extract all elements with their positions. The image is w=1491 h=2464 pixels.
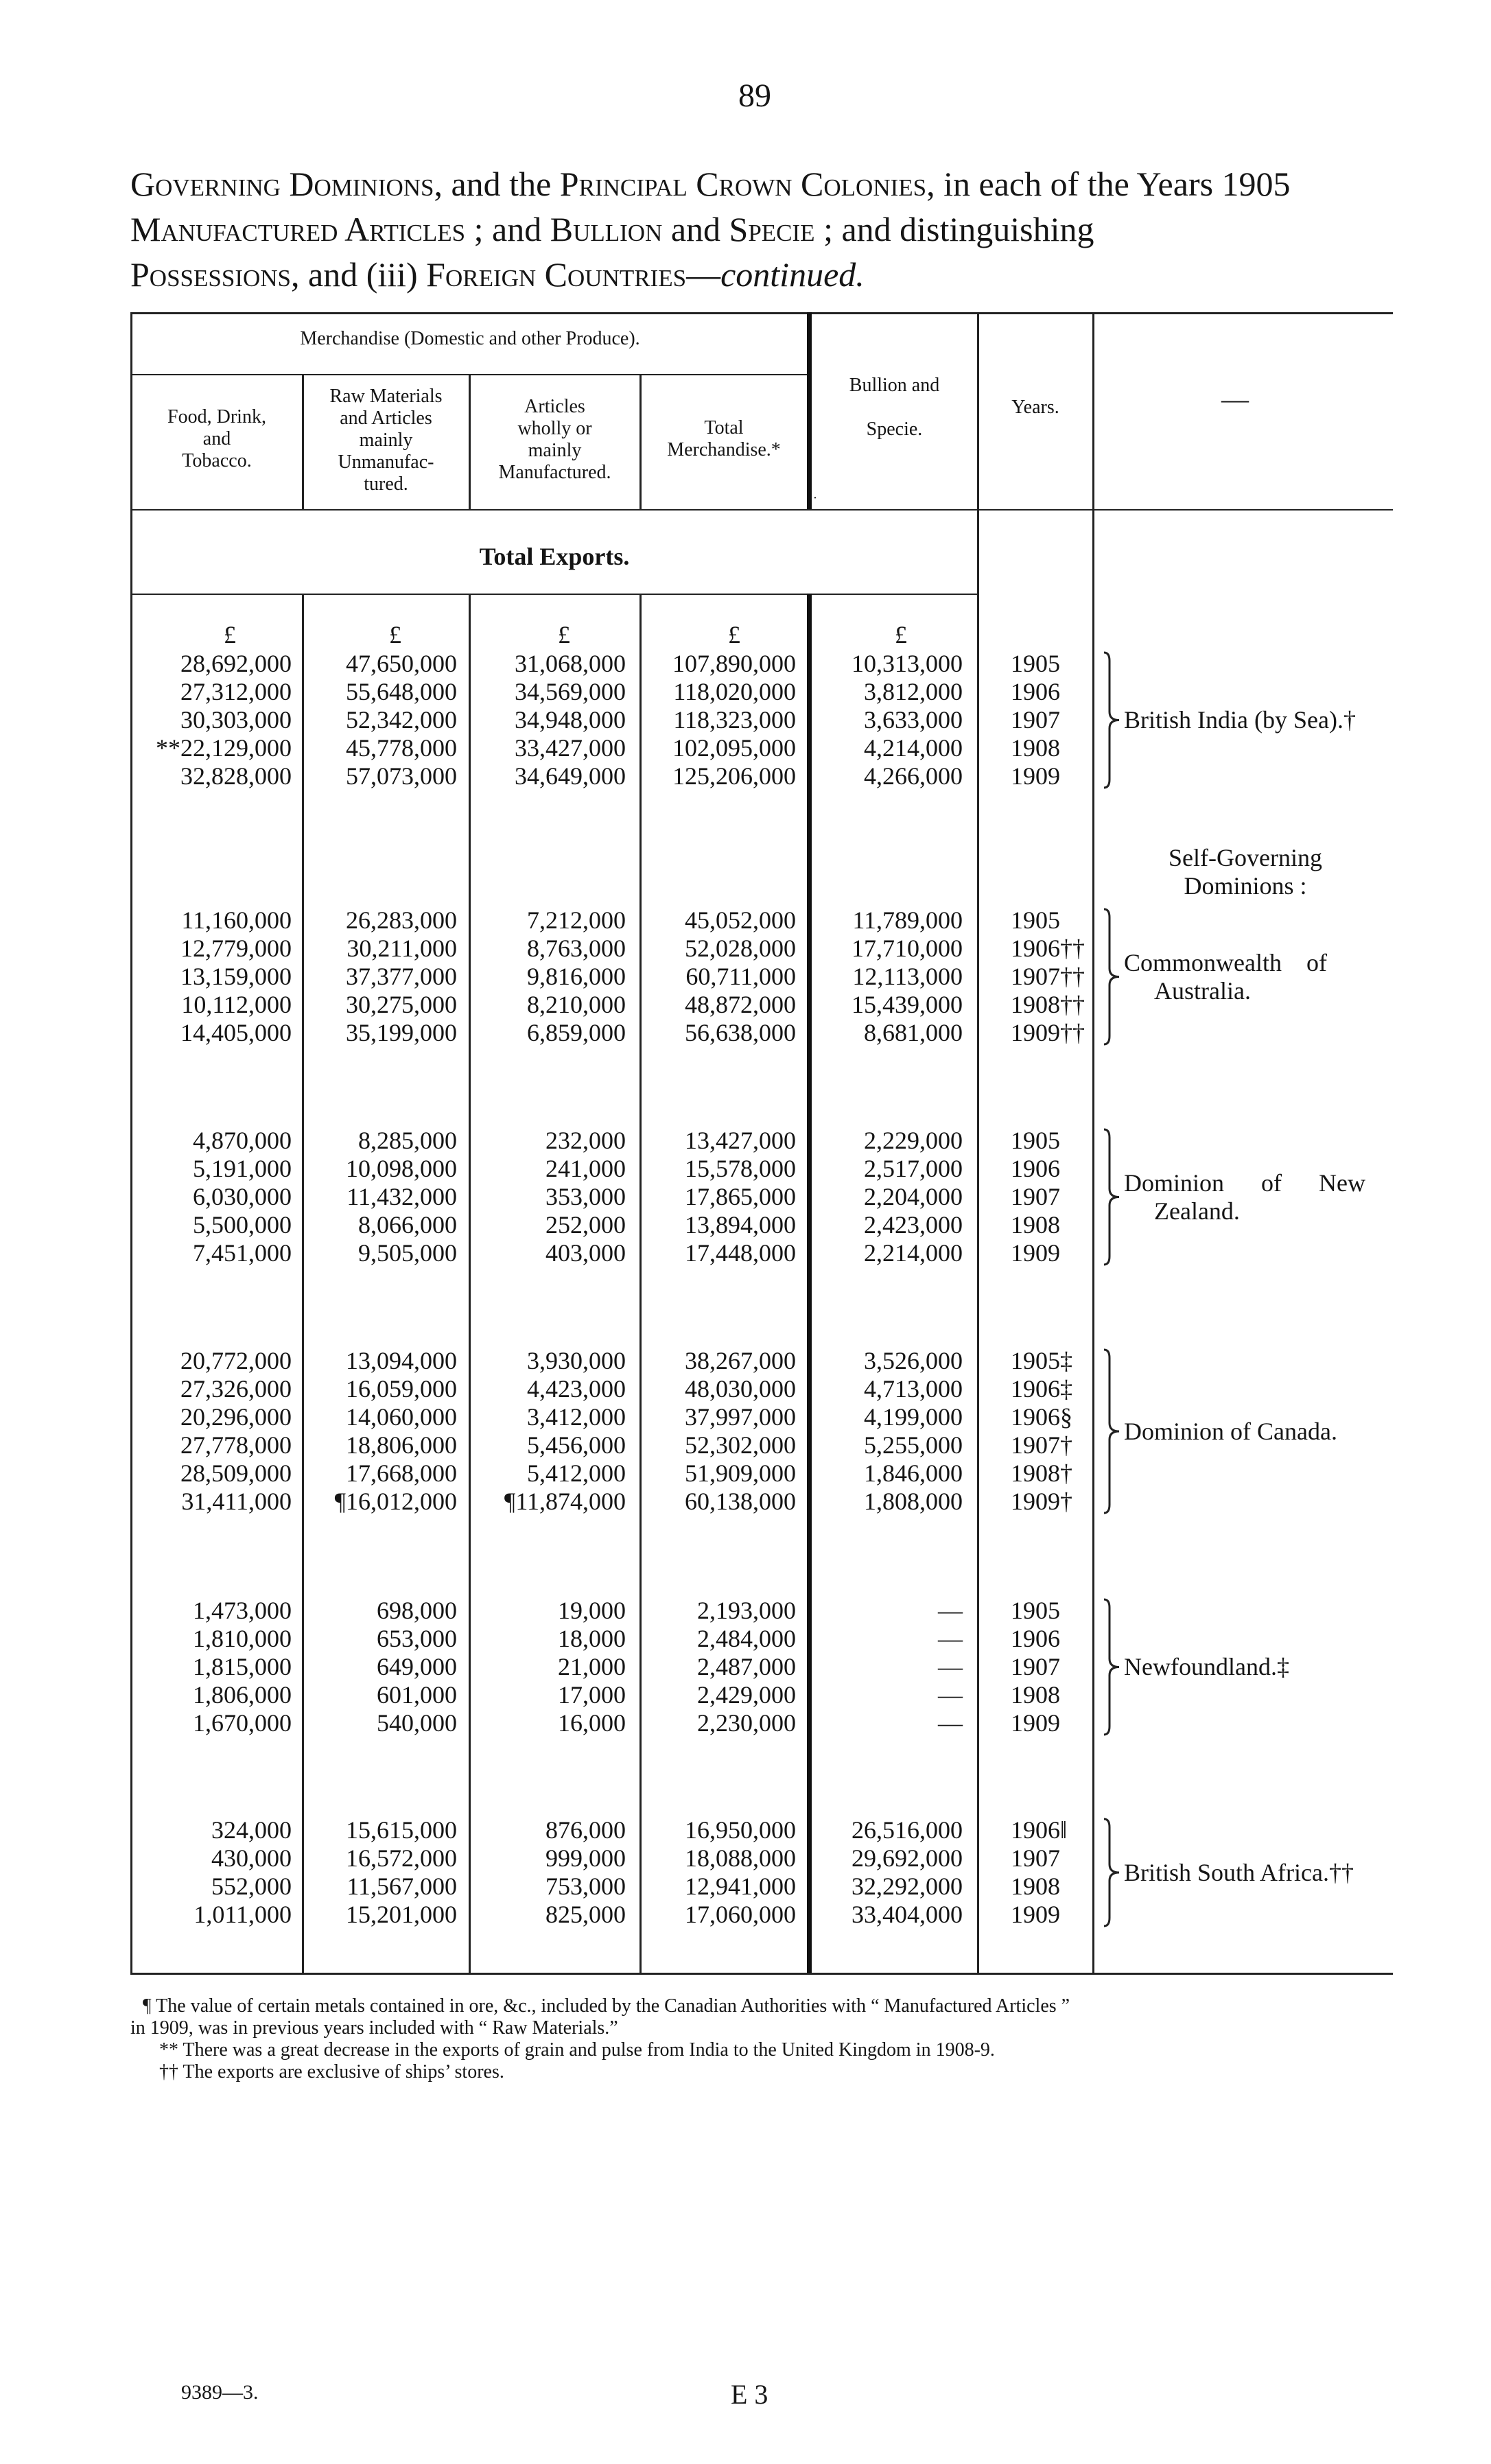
cell-raw: 601,000 [377,1681,457,1709]
cell-raw: 30,275,000 [346,991,457,1018]
group-brace [1101,1128,1120,1266]
col-header-food [132,406,302,472]
heading-line3 [130,252,1400,297]
cell-food: 27,326,000 [180,1375,292,1403]
col-header-label-dash: — [1221,384,1249,414]
group-brace [1101,1818,1120,1927]
group-label: Dominion of New [1124,1169,1365,1197]
cell-raw: 15,201,000 [346,1901,457,1928]
group-label: British India (by Sea).† [1124,706,1356,734]
header-line: mainly [528,440,582,461]
heading-segment: Principal Crown Colonies [559,165,927,203]
cell-bullion: 5,255,000 [864,1431,963,1459]
group-label: British South Africa.†† [1124,1858,1354,1886]
group-brace [1101,651,1120,789]
header-line: and [202,428,231,449]
cell-year: 1906†† [1011,935,1085,962]
cell-raw: 14,060,000 [346,1403,457,1431]
cell-food: 20,296,000 [180,1403,292,1431]
cell-raw: 11,567,000 [347,1873,457,1900]
heading-segment: Specie [729,210,815,248]
cell-year: 1909 [1011,1239,1060,1267]
heading-segment: and [662,210,729,248]
cell-manuf: 353,000 [545,1183,626,1210]
cell-year: 1907 [1011,1844,1060,1872]
cell-bullion: 2,204,000 [864,1183,963,1210]
cell-bullion: 8,681,000 [864,1019,963,1046]
cell-total: 17,448,000 [685,1239,796,1267]
cell-manuf: 8,763,000 [527,935,626,962]
cell-raw: 8,285,000 [358,1127,457,1154]
cell-manuf: 403,000 [545,1239,626,1267]
heading-segment: , and the [434,165,560,203]
cell-bullion: 12,113,000 [852,963,963,990]
cell-total: 60,138,000 [685,1488,796,1515]
cell-manuf: 6,859,000 [527,1019,626,1046]
cell-manuf: ¶11,874,000 [504,1488,626,1515]
cell-total: 17,865,000 [685,1183,796,1210]
cell-manuf: 753,000 [545,1873,626,1900]
cell-food: 11,160,000 [181,906,292,934]
cell-total: 52,302,000 [685,1431,796,1459]
cell-raw: 30,211,000 [347,935,457,962]
cell-food: 1,011,000 [193,1901,292,1928]
cell-raw: 9,505,000 [358,1239,457,1267]
cell-food: 20,772,000 [180,1347,292,1374]
group-brace [1101,908,1120,1046]
header-line: Merchandise.* [667,439,781,460]
cell-year: 1907† [1011,1431,1072,1459]
cell-manuf: 17,000 [558,1681,626,1709]
subheading-self-governing: Dominions : [1184,872,1307,900]
cell-bullion: 26,516,000 [852,1816,963,1844]
cell-food: 28,692,000 [180,650,292,677]
col-header-bullion-specie [812,375,977,441]
cell-food: 1,806,000 [193,1681,292,1709]
cell-manuf: 232,000 [545,1127,626,1154]
cell-bullion: 4,713,000 [864,1375,963,1403]
cell-food: 7,451,000 [193,1239,292,1267]
col-rule-years [1092,312,1094,1973]
cell-total: 18,088,000 [685,1844,796,1872]
cell-manuf: 876,000 [545,1816,626,1844]
col-rule-manuf-body [639,594,642,1973]
section-title-rule [132,594,977,595]
subheading-self-governing: Self-Governing [1169,844,1322,871]
header-line: Bullion and [849,375,940,396]
cell-year: 1908 [1011,1873,1060,1900]
cell-year: 1907 [1011,1653,1060,1680]
cell-bullion: 29,692,000 [852,1844,963,1872]
cell-raw: 13,094,000 [346,1347,457,1374]
cell-manuf: 34,948,000 [515,706,626,734]
cell-bullion: — [938,1681,963,1709]
cell-raw: 15,615,000 [346,1816,457,1844]
col-header-raw-materials [303,386,469,495]
cell-manuf: 18,000 [558,1625,626,1652]
section-title-total-exports: Total Exports. [479,543,630,570]
cell-year: 1907†† [1011,963,1085,990]
header-line: Specie. [866,419,923,440]
cell-raw: 16,059,000 [346,1375,457,1403]
cell-food: 552,000 [211,1873,292,1900]
header-line: Manufactured. [498,462,611,483]
heading-segment: ; and [465,210,550,248]
cell-food: 27,312,000 [180,678,292,705]
cell-manuf: 34,569,000 [515,678,626,705]
cell-manuf: 999,000 [545,1844,626,1872]
header-line: mainly [359,430,413,451]
heading-line2 [130,207,1400,252]
cell-total: 2,484,000 [697,1625,796,1652]
cell-raw: 37,377,000 [346,963,457,990]
cell-food: 10,112,000 [181,991,292,1018]
cell-bullion: 32,292,000 [852,1873,963,1900]
cell-food: 324,000 [211,1816,292,1844]
cell-food: 6,030,000 [193,1183,292,1210]
cell-raw: 8,066,000 [358,1211,457,1239]
cell-food: **22,129,000 [156,734,292,762]
cell-year: 1907 [1011,706,1060,734]
cell-food: 5,500,000 [193,1211,292,1239]
cell-manuf: 241,000 [545,1155,626,1182]
cell-total: 2,487,000 [697,1653,796,1680]
currency-symbol: £ [558,621,570,648]
table-bottom-rule [130,1973,1393,1975]
cell-total: 51,909,000 [685,1459,796,1487]
footnote-double-asterisk: ** There was a great decrease in the exports of grain and pulse from India to the United Kingdom in 1908-9. [159,2039,995,2061]
cell-manuf: 825,000 [545,1901,626,1928]
cell-bullion: 15,439,000 [852,991,963,1018]
header-dot: · [812,491,818,506]
page-number: 89 [738,78,771,114]
cell-bullion: 2,517,000 [864,1155,963,1182]
cell-total: 48,030,000 [685,1375,796,1403]
print-signature: 9389—3. [181,2381,259,2404]
cell-total: 15,578,000 [685,1155,796,1182]
cell-year: 1906 [1011,1155,1060,1182]
cell-raw: 18,806,000 [346,1431,457,1459]
cell-year: 1909†† [1011,1019,1085,1046]
cell-food: 1,810,000 [193,1625,292,1652]
cell-manuf: 16,000 [558,1709,626,1737]
cell-year: 1909 [1011,762,1060,790]
col-rule-bullion [977,312,979,1973]
cell-year: 1907 [1011,1183,1060,1210]
cell-food: 14,405,000 [180,1019,292,1046]
cell-total: 2,230,000 [697,1709,796,1737]
cell-bullion: 33,404,000 [852,1901,963,1928]
cell-manuf: 252,000 [545,1211,626,1239]
cell-year: 1908 [1011,1211,1060,1239]
cell-bullion: 1,846,000 [864,1459,963,1487]
cell-manuf: 21,000 [558,1653,626,1680]
cell-bullion: 10,313,000 [852,650,963,677]
footnote-double-dagger: †† The exports are exclusive of ships’ stores. [159,2061,504,2082]
cell-manuf: 9,816,000 [527,963,626,990]
cell-raw: 540,000 [377,1709,457,1737]
cell-total: 125,206,000 [672,762,796,790]
cell-food: 30,303,000 [180,706,292,734]
cell-raw: 26,283,000 [346,906,457,934]
header-line [812,397,977,419]
cell-bullion: — [938,1709,963,1737]
cell-manuf: 31,068,000 [515,650,626,677]
cell-raw: 45,778,000 [346,734,457,762]
cell-food: 31,411,000 [181,1488,292,1515]
cell-manuf: 19,000 [558,1597,626,1624]
cell-total: 13,427,000 [685,1127,796,1154]
col-header-years: Years. [1011,397,1059,418]
cell-year: 1906‡ [1011,1375,1072,1403]
cell-bullion: 2,229,000 [864,1127,963,1154]
col-rule-food-body [302,594,304,1973]
footnote-pilcrow-cont: in 1909, was in previous years included with “ Raw Materials.” [130,2017,618,2039]
cell-raw: 653,000 [377,1625,457,1652]
cell-total: 52,028,000 [685,935,796,962]
heading-line1 [130,161,1400,207]
cell-total: 2,193,000 [697,1597,796,1624]
cell-bullion: 3,812,000 [864,678,963,705]
cell-total: 13,894,000 [685,1211,796,1239]
cell-manuf: 5,456,000 [527,1431,626,1459]
cell-year: 1905 [1011,1597,1060,1624]
header-bottom-rule [132,509,1393,511]
heading-segment: Possessions [130,255,291,294]
cell-year: 1906 [1011,678,1060,705]
cell-bullion: — [938,1597,963,1624]
group-brace [1101,1348,1120,1514]
col-header-total-merchandise [641,417,807,461]
cell-bullion: 4,266,000 [864,762,963,790]
cell-year: 1908† [1011,1459,1072,1487]
cell-total: 16,950,000 [685,1816,796,1844]
cell-food: 1,670,000 [193,1709,292,1737]
header-line: Unmanufac- [338,451,434,473]
cell-total: 2,429,000 [697,1681,796,1709]
cell-food: 430,000 [211,1844,292,1872]
cell-year: 1906‖ [1011,1816,1068,1844]
cell-bullion: 11,789,000 [852,906,963,934]
cell-raw: 47,650,000 [346,650,457,677]
group-label: Dominion of Canada. [1124,1417,1337,1445]
header-line: wholly or [517,418,592,439]
cell-raw: 649,000 [377,1653,457,1680]
cell-bullion: 4,214,000 [864,734,963,762]
footnote-pilcrow: ¶ The value of certain metals contained in ore, &c., included by the Canadian Authorities with “ Manufactured Articles ” [143,1995,1070,2017]
header-line: and Articles [340,408,432,429]
cell-manuf: 4,423,000 [527,1375,626,1403]
header-line: Total [704,417,744,438]
col-rule-total-body [807,594,812,1973]
cell-food: 5,191,000 [193,1155,292,1182]
cell-bullion: 4,199,000 [864,1403,963,1431]
cell-total: 12,941,000 [685,1873,796,1900]
table-top-rule [130,312,1393,314]
group-brace [1101,1598,1120,1736]
heading-segment: Foreign Countries [426,255,687,294]
cell-manuf: 34,649,000 [515,762,626,790]
cell-bullion: 3,526,000 [864,1347,963,1374]
cell-total: 17,060,000 [685,1901,796,1928]
cell-year: 1905 [1011,650,1060,677]
cell-year: 1909 [1011,1709,1060,1737]
cell-food: 28,509,000 [180,1459,292,1487]
cell-total: 107,890,000 [672,650,796,677]
cell-food: 4,870,000 [193,1127,292,1154]
cell-food: 12,779,000 [180,935,292,962]
group-label: Commonwealth of [1124,948,1327,976]
heading-segment: ; and distinguishing [814,210,1094,248]
cell-food: 32,828,000 [180,762,292,790]
cell-total: 37,997,000 [685,1403,796,1431]
cell-raw: 10,098,000 [346,1155,457,1182]
header-line: Tobacco. [182,450,252,471]
cell-total: 102,095,000 [672,734,796,762]
cell-raw: 57,073,000 [346,762,457,790]
cell-raw: 16,572,000 [346,1844,457,1872]
cell-raw: 17,668,000 [346,1459,457,1487]
cell-year: 1905‡ [1011,1347,1072,1374]
heading-segment: Bullion [550,210,663,248]
cell-total: 45,052,000 [685,906,796,934]
cell-food: 27,778,000 [180,1431,292,1459]
cell-total: 118,323,000 [673,706,796,734]
cell-bullion: — [938,1653,963,1680]
cell-raw: 52,342,000 [346,706,457,734]
cell-bullion: 17,710,000 [852,935,963,962]
cell-total: 38,267,000 [685,1347,796,1374]
cell-year: 1908†† [1011,991,1085,1018]
cell-bullion: 3,633,000 [864,706,963,734]
cell-year: 1906§ [1011,1403,1072,1431]
cell-year: 1909† [1011,1488,1072,1515]
cell-manuf: 8,210,000 [527,991,626,1018]
heading-segment: Governing Dominions [130,165,434,203]
cell-bullion: 2,423,000 [864,1211,963,1239]
cell-bullion: 1,808,000 [864,1488,963,1515]
cell-year: 1908 [1011,1681,1060,1709]
heading-segment: , and (iii) [291,255,427,294]
group-label: Newfoundland.‡ [1124,1653,1289,1680]
cell-year: 1909 [1011,1901,1060,1928]
cell-total: 60,711,000 [685,963,796,990]
group-label: Australia. [1154,976,1251,1005]
cell-raw: ¶16,012,000 [334,1488,457,1515]
merch-group-header: Merchandise (Domestic and other Produce). [300,328,640,349]
heading-segment: — [686,255,721,294]
header-line: Raw Materials [329,386,443,407]
group-label: Zealand. [1154,1197,1240,1225]
cell-year: 1906 [1011,1625,1060,1652]
currency-symbol: £ [895,621,907,648]
cell-food: 1,815,000 [193,1653,292,1680]
cell-raw: 11,432,000 [347,1183,457,1210]
cell-manuf: 3,412,000 [527,1403,626,1431]
cell-manuf: 7,212,000 [527,906,626,934]
header-line: tured. [364,473,408,495]
cell-manuf: 3,930,000 [527,1347,626,1374]
cell-raw: 35,199,000 [346,1019,457,1046]
cell-food: 13,159,000 [180,963,292,990]
heading-segment: , in each of the Years 1905 [926,165,1291,203]
cell-total: 48,872,000 [685,991,796,1018]
col-rule-raw-body [469,594,471,1973]
cell-year: 1908 [1011,734,1060,762]
cell-food: 1,473,000 [193,1597,292,1624]
header-line: Food, Drink, [167,406,266,427]
currency-symbol: £ [389,621,401,648]
cell-total: 56,638,000 [685,1019,796,1046]
cell-manuf: 5,412,000 [527,1459,626,1487]
currency-symbol: £ [224,621,236,648]
cell-year: 1905 [1011,1127,1060,1154]
cell-manuf: 33,427,000 [515,734,626,762]
cell-raw: 698,000 [377,1597,457,1624]
cell-raw: 55,648,000 [346,678,457,705]
cell-bullion: 2,214,000 [864,1239,963,1267]
cell-bullion: — [938,1625,963,1652]
currency-symbol: £ [728,621,740,648]
sheet-reference: E 3 [731,2379,768,2410]
cell-total: 118,020,000 [673,678,796,705]
heading-segment: continued. [720,255,865,294]
header-line: Articles [524,396,585,417]
cell-year: 1905 [1011,906,1060,934]
heading-segment: Manufactured Articles [130,210,466,248]
col-header-manufactured [470,396,639,484]
